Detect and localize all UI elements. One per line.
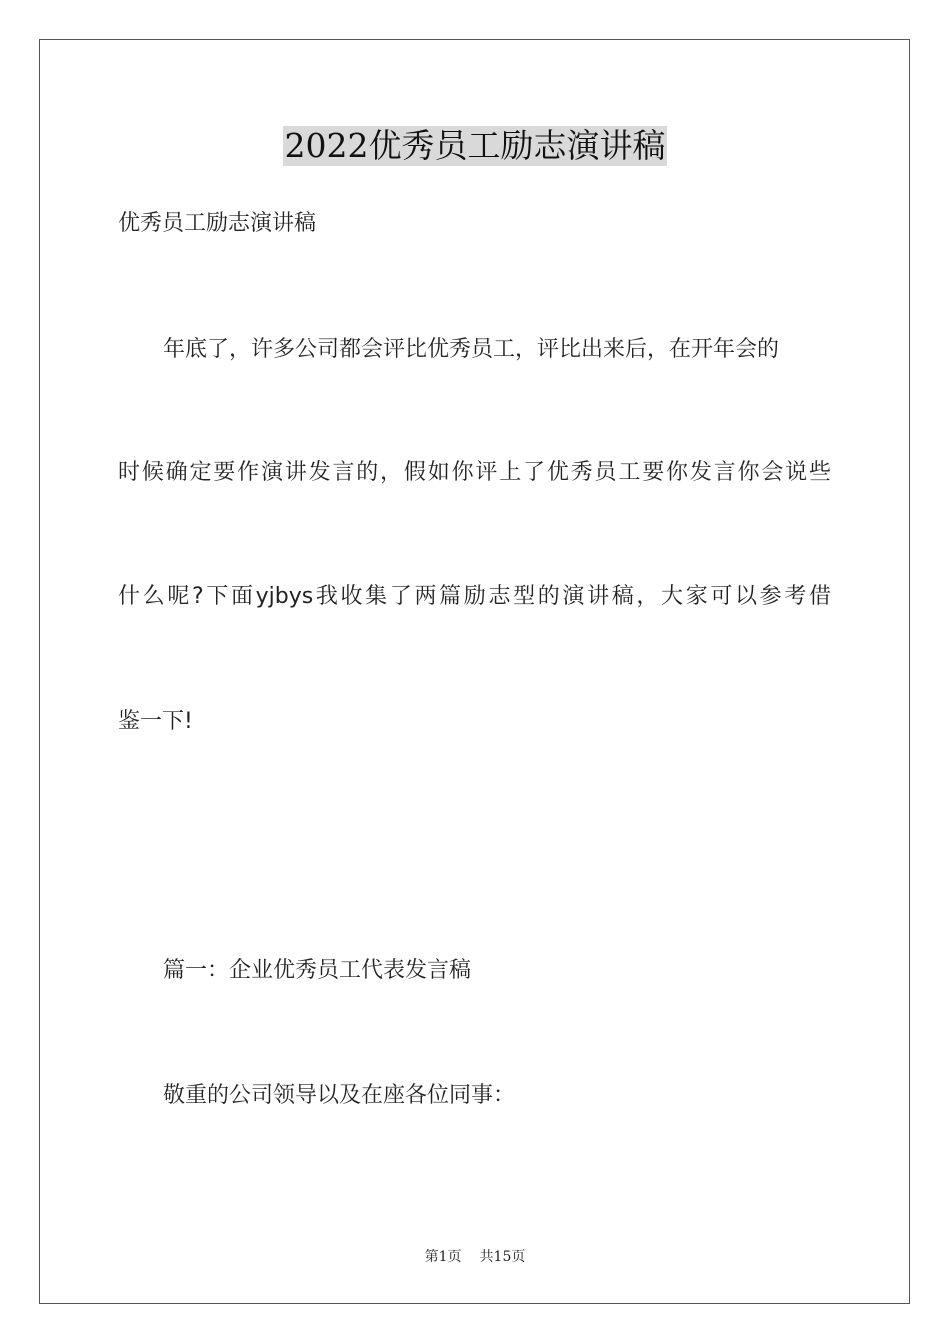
page-footer <box>0 1247 950 1267</box>
page-number: 第1页 <box>424 1249 462 1265</box>
paragraph-line: 年底了，许多公司都会评比优秀员工，评比出来后，在开年会的 <box>163 337 780 362</box>
document-title: 2022优秀员工励志演讲稿 <box>284 126 666 165</box>
paragraph-line: 时候确定要作演讲发言的，假如你评上了优秀员工要你发言你会说些 <box>118 460 831 485</box>
title-container <box>0 126 950 166</box>
page-total: 共15页 <box>479 1249 526 1265</box>
section-heading: 篇一：企业优秀员工代表发言稿 <box>163 958 472 983</box>
paragraph-line: 鉴一下! <box>118 709 193 734</box>
salutation: 敬重的公司领导以及在座各位同事： <box>163 1083 516 1108</box>
paragraph-line: 什么呢?下面yjbys我收集了两篇励志型的演讲稿，大家可以参考借 <box>118 584 831 609</box>
document-subtitle: 优秀员工励志演讲稿 <box>118 211 317 236</box>
